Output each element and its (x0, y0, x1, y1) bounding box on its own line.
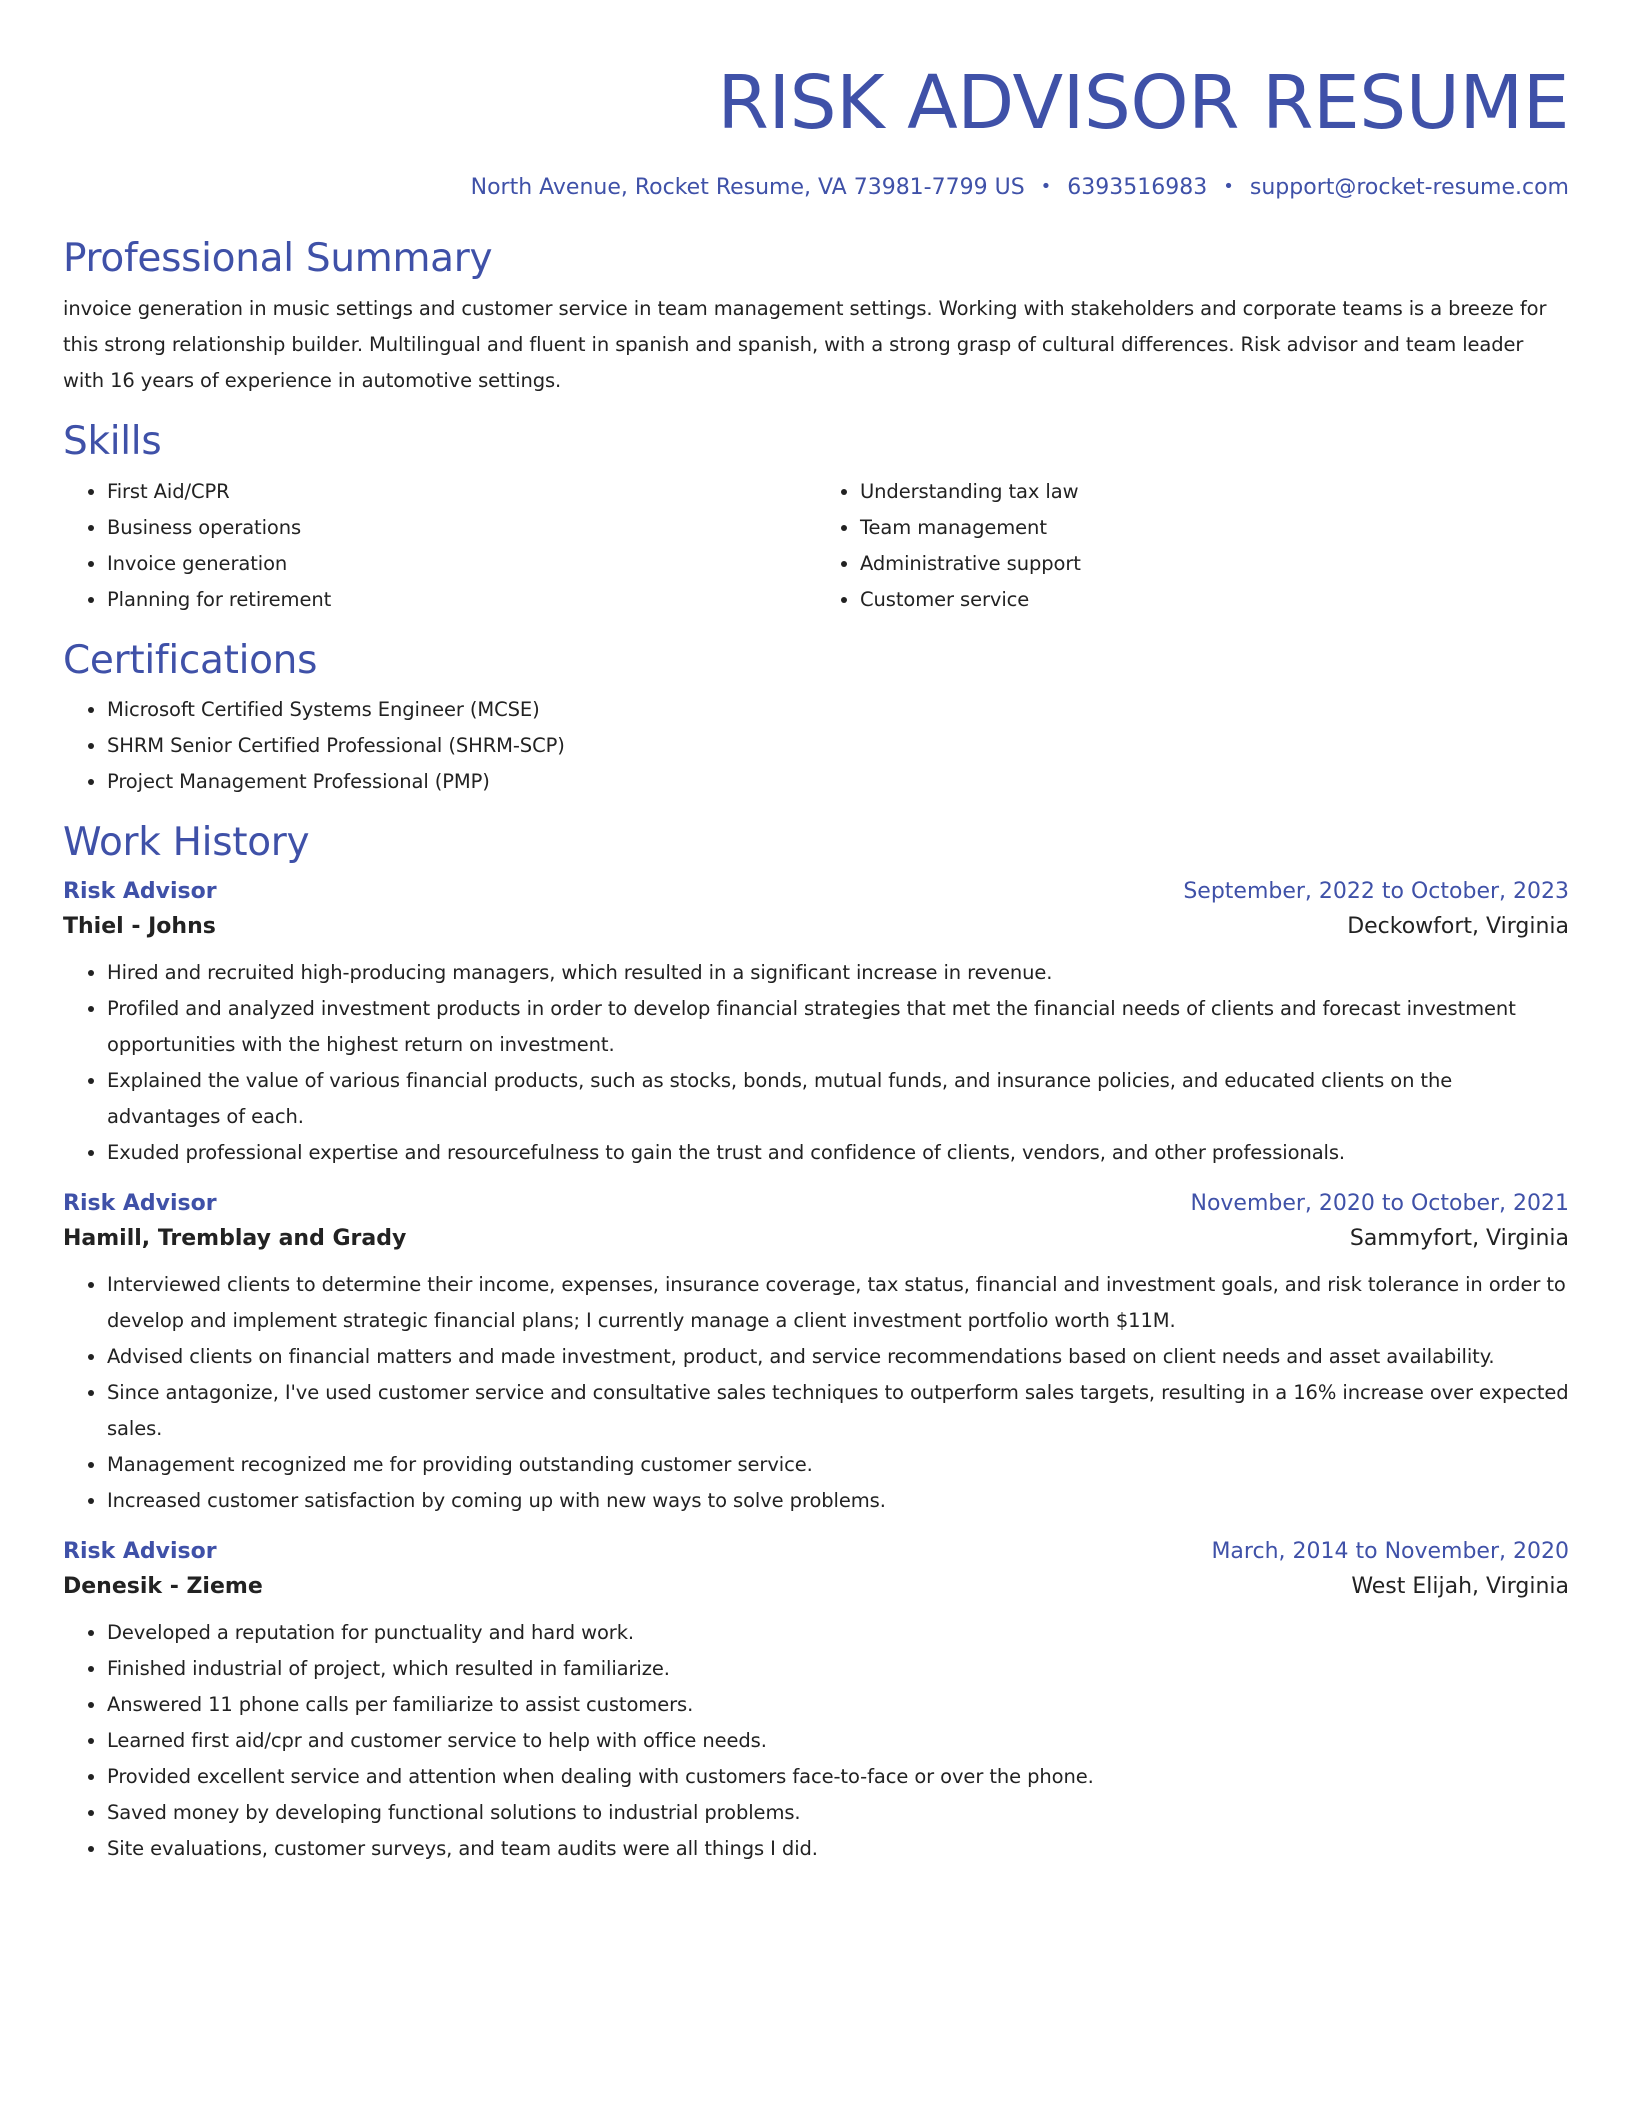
job-location: Sammyfort, Virginia (1349, 1226, 1569, 1252)
section-heading-certifications: Certifications (63, 637, 318, 683)
list-item: • Learned first aid/cpr and customer service to help with office needs. (107, 1723, 1569, 1759)
contact-line (63, 175, 1569, 200)
list-item: • Increased customer satisfaction by coming up with new ways to solve problems. (107, 1483, 1569, 1519)
skills-list-left (63, 474, 816, 618)
summary-text: invoice generation in music settings and customer service in team management settings. Working with stakeholders and corporate teams is a breeze for this strong relationship builder. Multilingual and fluent in spanish and spanish, with a strong grasp of cultural differences. Risk advisor and team leader with 16 years of experience in automotive settings. (63, 296, 1547, 392)
list-item: • Site evaluations, customer surveys, and team audits were all things I did. (107, 1831, 1569, 1867)
job-title-row (63, 1191, 1569, 1216)
work-history-section (63, 820, 1569, 1867)
job-dates: November, 2020 to October, 2021 (1190, 1191, 1569, 1217)
job-entry (63, 879, 1569, 1171)
list-item: • Developed a reputation for punctuality and hard work. (107, 1615, 1569, 1651)
job-company-row (63, 1574, 1569, 1599)
list-item: • Advised clients on financial matters and made investment, product, and service recommendations based on client needs and asset availability. (107, 1339, 1569, 1375)
job-entry (63, 1191, 1569, 1519)
list-item: • Hired and recruited high-producing managers, which resulted in a significant increase in revenue. (107, 955, 1569, 991)
bullet-separator: • (1040, 176, 1052, 197)
section-heading-skills: Skills (63, 418, 162, 464)
list-item: • Profiled and analyzed investment products in order to develop financial strategies that met the financial needs of clients and forecast investment opportunities with the highest return on investment. (107, 991, 1569, 1063)
list-item: • Finished industrial of project, which resulted in familiarize. (107, 1651, 1569, 1687)
list-item: • Project Management Professional (PMP) (107, 764, 1569, 800)
list-item: • Answered 11 phone calls per familiarize to assist customers. (107, 1687, 1569, 1723)
contact-address: North Avenue, Rocket Resume, VA 73981-7799 US (470, 175, 1025, 200)
job-company-row (63, 1226, 1569, 1251)
job-bullets (63, 955, 1569, 1171)
list-item: • Management recognized me for providing outstanding customer service. (107, 1447, 1569, 1483)
list-item: • Business operations (107, 510, 816, 546)
list-item: • Understanding tax law (860, 474, 1569, 510)
certifications-list (63, 692, 1569, 800)
resume-title: RISK ADVISOR RESUME (717, 60, 1569, 146)
list-item: • Saved money by developing functional solutions to industrial problems. (107, 1795, 1569, 1831)
list-item: • Since antagonize, I've used customer service and consultative sales techniques to outperform sales targets, resulting in a 16% increase over expected sales. (107, 1375, 1569, 1447)
job-dates: March, 2014 to November, 2020 (1211, 1539, 1569, 1565)
contact-phone[interactable]: 6393516983 (1067, 175, 1208, 200)
job-title-row (63, 879, 1569, 904)
list-item: • Exuded professional expertise and resourcefulness to gain the trust and confidence of clients, vendors, and other professionals. (107, 1135, 1569, 1171)
list-item: • Planning for retirement (107, 582, 816, 618)
job-location: West Elijah, Virginia (1351, 1574, 1569, 1600)
list-item: • Invoice generation (107, 546, 816, 582)
list-item: • SHRM Senior Certified Professional (SHRM-SCP) (107, 728, 1569, 764)
job-location: Deckowfort, Virginia (1347, 914, 1569, 940)
list-item: • Customer service (860, 582, 1569, 618)
job-title: Risk Advisor (63, 879, 217, 905)
section-heading-work-history: Work History (63, 820, 310, 866)
job-title-row (63, 1539, 1569, 1564)
skills-list-right (816, 474, 1569, 618)
list-item: • Team management (860, 510, 1569, 546)
job-company-row (63, 914, 1569, 939)
list-item: • Interviewed clients to determine their income, expenses, insurance coverage, tax status, financial and investment goals, and risk tolerance in order to develop and implement strategic financial plans; I currently manage a client investment portfolio worth $11M. (107, 1267, 1569, 1339)
list-item: • Explained the value of various financial products, such as stocks, bonds, mutual funds, and insurance policies, and educated clients on the advantages of each. (107, 1063, 1569, 1135)
job-entry (63, 1539, 1569, 1867)
job-company: Denesik - Zieme (63, 1574, 263, 1600)
job-bullets (63, 1267, 1569, 1519)
skills-grid (63, 474, 1569, 618)
list-item: • Provided excellent service and attention when dealing with customers face-to-face or over the phone. (107, 1759, 1569, 1795)
certifications-section (63, 638, 1569, 801)
bullet-separator: • (1223, 176, 1234, 197)
job-title: Risk Advisor (63, 1539, 217, 1565)
list-item: • First Aid/CPR (107, 474, 816, 510)
skills-column-right (816, 474, 1569, 618)
job-company: Hamill, Tremblay and Grady (63, 1226, 407, 1252)
list-item: • Administrative support (860, 546, 1569, 582)
contact-email[interactable]: support@rocket-resume.com (1249, 175, 1569, 200)
summary-section (63, 236, 1569, 399)
skills-section (63, 419, 1569, 618)
list-item: • Microsoft Certified Systems Engineer (MCSE) (107, 692, 1569, 728)
job-title: Risk Advisor (63, 1191, 217, 1217)
job-company: Thiel - Johns (63, 914, 216, 940)
job-dates: September, 2022 to October, 2023 (1183, 879, 1569, 905)
job-bullets (63, 1615, 1569, 1867)
section-heading-summary: Professional Summary (63, 236, 493, 281)
skills-column-left (63, 474, 816, 618)
